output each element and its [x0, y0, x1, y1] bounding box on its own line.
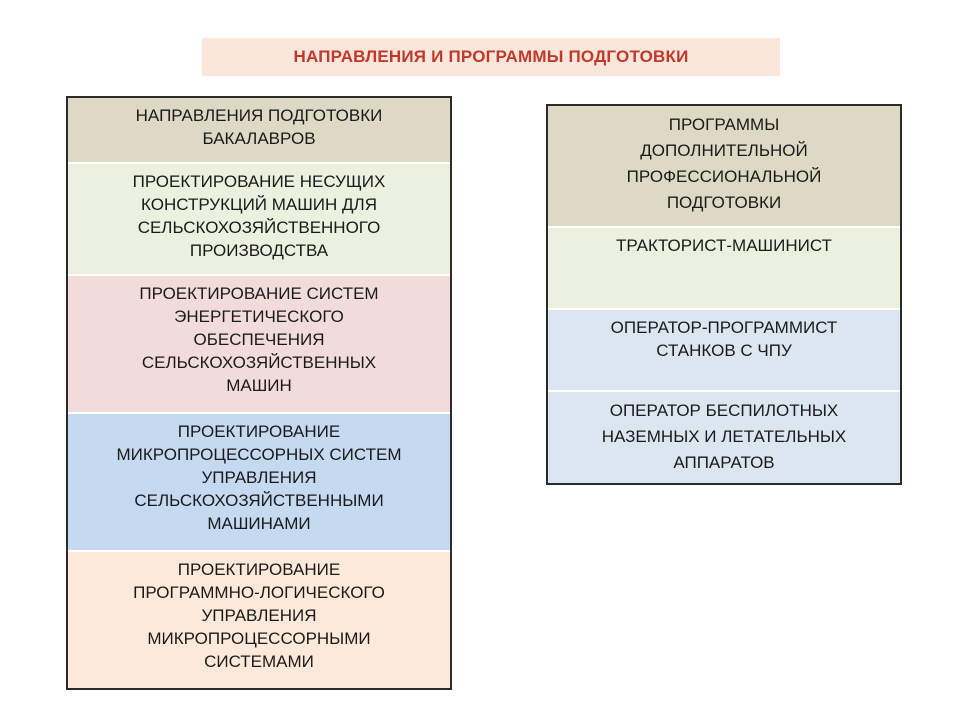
cell-line: ПРОЕКТИРОВАНИЕ НЕСУЩИХ	[132, 172, 386, 191]
cell-line: СЕЛЬСКОХОЗЯЙСТВЕННОГО	[137, 218, 381, 237]
cell-line: ПРОЕКТИРОВАНИЕ	[177, 560, 341, 579]
page-title: НАПРАВЛЕНИЯ И ПРОГРАММЫ ПОДГОТОВКИ	[293, 47, 689, 66]
table-row-drone-operator	[548, 392, 900, 483]
cell-line: КОНСТРУКЦИЙ МАШИН ДЛЯ	[141, 195, 377, 214]
cell-line: ОБЕСПЕЧЕНИЯ	[193, 330, 325, 349]
cell-line: ДОПОЛНИТЕЛЬНОЙ	[640, 141, 808, 160]
table-row-tractor-driver	[548, 228, 900, 310]
cell-line: ТРАКТОРИСТ-МАШИНИСТ	[616, 236, 832, 255]
cell-line: СИСТЕМАМИ	[204, 652, 314, 671]
table-row-load-bearing-structures	[68, 164, 450, 276]
table-header-additional-programs	[548, 106, 900, 228]
cell-line: АППАРАТОВ	[673, 453, 775, 472]
cell-line: ПРОИЗВОДСТВА	[189, 241, 329, 260]
cell-line: ОПЕРАТОР БЕСПИЛОТНЫХ	[609, 401, 839, 420]
cell-line: ПРОЕКТИРОВАНИЕ СИСТЕМ	[139, 284, 379, 303]
table-row-energy-systems	[68, 276, 450, 414]
cell-line: НАПРАВЛЕНИЯ ПОДГОТОВКИ	[135, 106, 383, 125]
cell-line: МАШИНАМИ	[207, 514, 311, 533]
cell-line: МИКРОПРОЦЕССОРНЫХ СИСТЕМ	[116, 445, 402, 464]
cell-line: УПРАВЛЕНИЯ	[201, 606, 317, 625]
cell-line: НАЗЕМНЫХ И ЛЕТАТЕЛЬНЫХ	[601, 427, 847, 446]
cell-line: СЕЛЬСКОХОЗЯЙСТВЕННЫМИ	[134, 491, 384, 510]
cell-line: ПРОФЕССИОНАЛЬНОЙ	[626, 167, 822, 186]
cell-line: ЭНЕРГЕТИЧЕСКОГО	[174, 307, 344, 326]
table-header-bachelor-directions	[68, 98, 450, 164]
cell-line: БАКАЛАВРОВ	[202, 129, 316, 148]
cell-line: МИКРОПРОЦЕССОРНЫМИ	[147, 629, 371, 648]
cell-line: СЕЛЬСКОХОЗЯЙСТВЕННЫХ	[141, 353, 377, 372]
cell-line: СТАНКОВ С ЧПУ	[656, 341, 792, 360]
table-row-microprocessor-control	[68, 414, 450, 552]
title-banner	[202, 38, 780, 76]
bachelor-directions-table	[66, 96, 452, 690]
cell-line: МАШИН	[226, 376, 292, 395]
table-row-program-logic-control	[68, 552, 450, 688]
cell-line: ПРОГРАММЫ	[668, 115, 780, 134]
cell-line: ПРОЕКТИРОВАНИЕ	[177, 422, 341, 441]
cell-line: ОПЕРАТОР-ПРОГРАММИСТ	[610, 318, 838, 337]
table-row-cnc-operator	[548, 310, 900, 392]
cell-line: ПРОГРАММНО-ЛОГИЧЕСКОГО	[133, 583, 385, 602]
cell-line: УПРАВЛЕНИЯ	[201, 468, 317, 487]
cell-line: ПОДГОТОВКИ	[666, 193, 782, 212]
additional-programs-table	[546, 104, 902, 485]
